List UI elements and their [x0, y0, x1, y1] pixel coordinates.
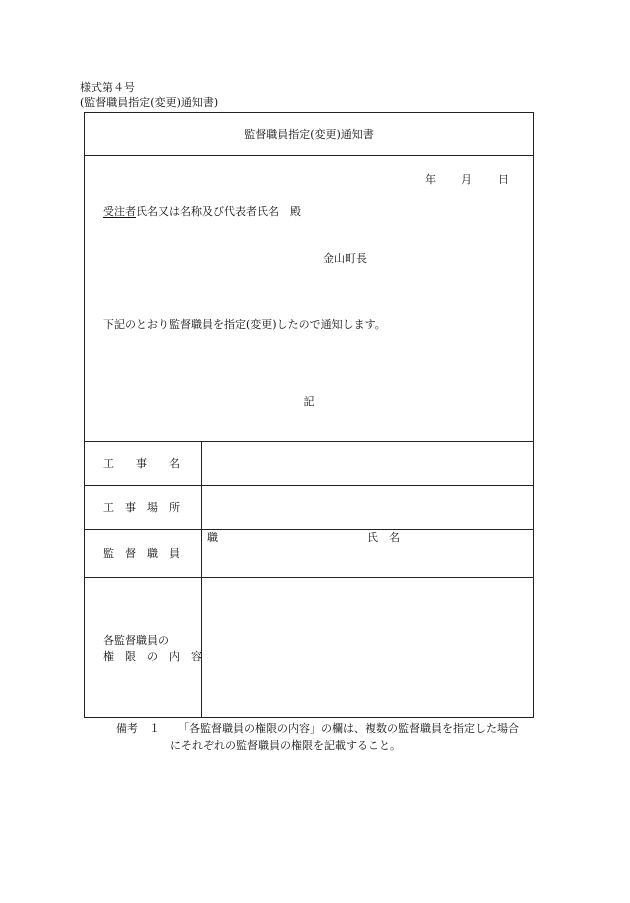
- label-project-site: 工 事 場 所: [103, 501, 180, 514]
- note-label: 備考 １: [116, 722, 160, 735]
- note-line2: にそれぞれの監督職員の権限を記載すること。: [170, 739, 401, 752]
- title-divider: [85, 155, 533, 156]
- label-project-name: 工 事 名: [103, 457, 180, 470]
- date-month-label: 月: [461, 173, 472, 186]
- row-divider-2: [85, 529, 533, 530]
- addressee-rest: 氏名又は名称及び代表者氏名 殿: [136, 205, 301, 218]
- addressee-underlined: 受注者: [103, 205, 136, 218]
- label-authority-line2: 権 限 の 内 容: [103, 650, 202, 663]
- label-supervisor: 監 督 職 員: [103, 547, 180, 560]
- notification-form: [84, 112, 534, 718]
- supervisor-position-label: 職: [207, 531, 218, 544]
- label-authority-line1: 各監督職員の: [103, 634, 169, 647]
- form-title: 監督職員指定(変更)通知書: [244, 128, 374, 141]
- row-divider-3: [85, 577, 533, 578]
- row-divider-1: [85, 485, 533, 486]
- ki-marker: 記: [303, 395, 315, 408]
- addressee: [103, 206, 301, 217]
- form-number: 様式第４号: [80, 81, 135, 94]
- body-divider: [85, 441, 533, 442]
- date-day-label: 日: [498, 173, 509, 186]
- body-text: 下記のとおり監督職員を指定(変更)したので通知します。: [103, 318, 386, 331]
- form-caption: (監督職員指定(変更)通知書): [80, 96, 219, 109]
- value-authority: [203, 579, 523, 715]
- date-year-label: 年: [425, 173, 436, 186]
- note-line1: 「各監督職員の権限の内容」の欄は、複数の監督職員を指定した場合: [178, 722, 519, 735]
- label-column-divider: [201, 441, 202, 717]
- issuer: 金山町長: [323, 252, 367, 265]
- value-project-site: [203, 487, 523, 527]
- value-project-name: [203, 443, 523, 483]
- supervisor-name-label: 氏 名: [367, 531, 400, 544]
